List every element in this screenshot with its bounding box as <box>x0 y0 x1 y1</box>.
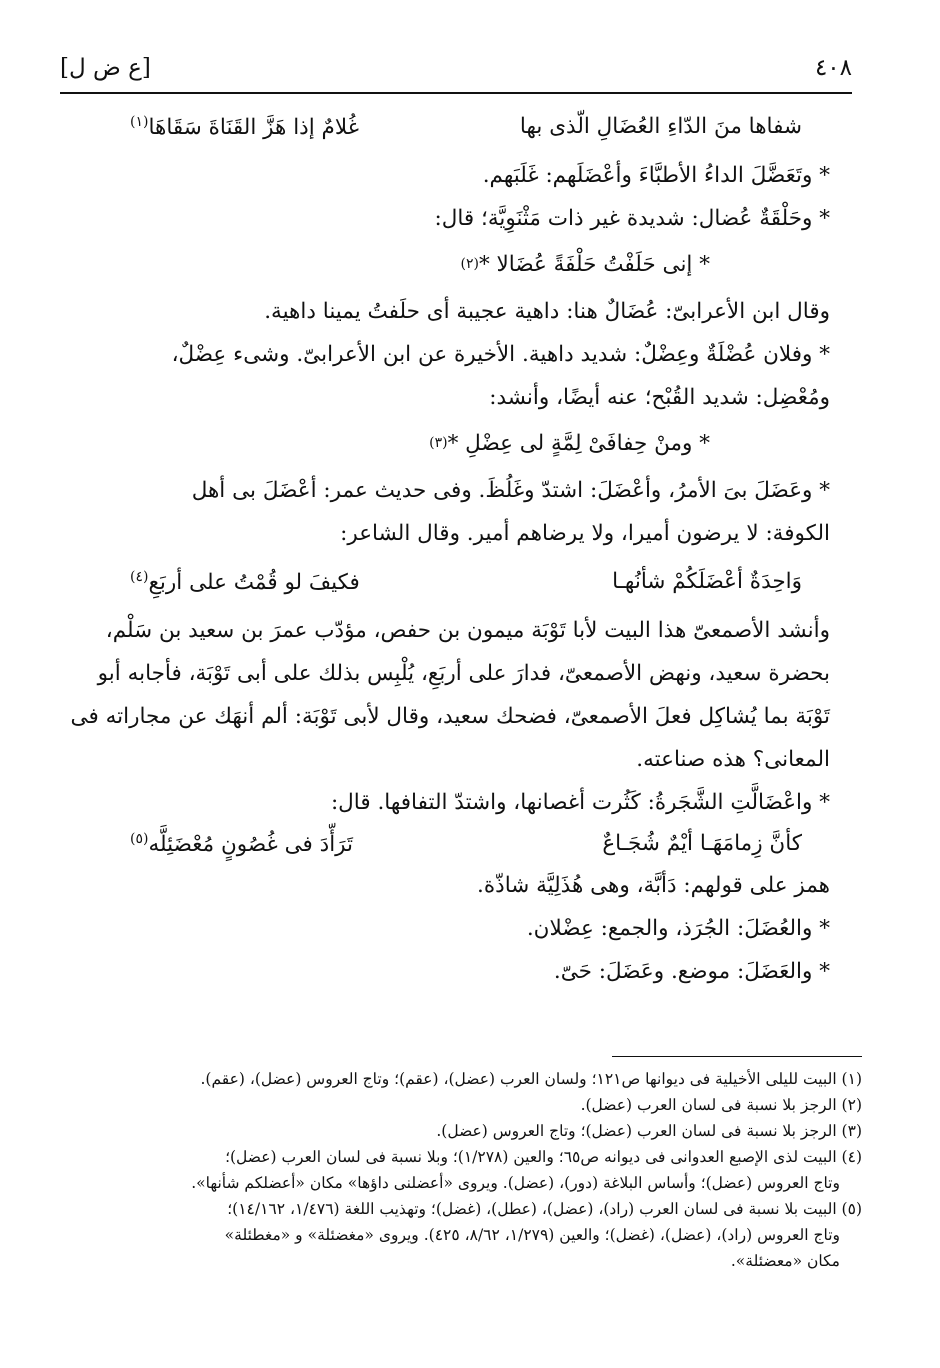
paragraph-7: * واعْضَالَّتِ الشَّجَرةُ: كَثُرت أغصانها، واشتدّ التفافها. قال: <box>330 789 830 815</box>
footnote-ref-1[interactable]: (١) <box>130 113 149 130</box>
footnote-2: (٢) الرجز بلا نسبة فى لسان العرب (عضل). <box>580 1096 862 1114</box>
footnote-5-line-3: مكان «معضئلة». <box>730 1252 840 1270</box>
header-rule <box>60 92 852 94</box>
verse-5-hemistich-1: كأنَّ زِمامَهَـا أيْمٌ شُجَـاعٌ <box>602 831 802 857</box>
footnotes <box>70 1066 862 1274</box>
paragraph-1: * وتَعَضَّلَ الداءُ الأطبَّاءَ وأعْضَلَهم: غَلَبَهم. <box>482 162 830 188</box>
paragraph-10: * والعَضَلَ: موضع. وعَضَلَ: حَىّ. <box>553 958 830 984</box>
verse-4-hemistich-2: فكيفَ لو قُمْتُ على أربَعِ$^{(٤)}$ <box>130 568 360 595</box>
footnote-3: (٣) الرجز بلا نسبة فى لسان العرب (عضل)؛ وتاج العروس (عضل). <box>436 1122 862 1140</box>
verse-4-hemistich-1: وَاحِدَةٌ أعْضَلَكُمْ شأنُهـا <box>612 569 802 595</box>
verse-4 <box>86 555 830 609</box>
paragraph-6-line-2: بحضرة سعيد، ونهض الأصمعىّ، فدارَ على أربَعِ، يُلْبِس بذلك على أبى تَوْبَة، فأجابه أبو <box>97 660 830 686</box>
footnote-ref-3[interactable]: (٣) <box>429 435 448 452</box>
paragraph-9: * والعُضَلَ: الجُرَذ، والجمع: عِضْلان. <box>526 915 830 941</box>
footnote-ref-4[interactable]: (٤) <box>130 568 149 585</box>
paragraph-5-line-1: * وعَضَلَ بىَ الأمرُ، وأعْضَلَ: اشتدّ وغَلُظَ. وفى حديث عمر: أعْضَلَ بى أهل <box>191 477 830 503</box>
paragraph-6-line-4: المعانى؟ هذه صناعته. <box>636 746 830 772</box>
verse-1 <box>86 100 830 154</box>
footnote-ref-2[interactable]: (٢) <box>460 256 479 273</box>
paragraph-4-line-2: ومُعْضِل: شديد القُبْح؛ عنه أيضًا، وأنشد: <box>489 384 830 410</box>
main-text <box>70 100 830 993</box>
paragraph-8: همز على قولهم: دَأبَّة، وهى هُذَلِيَّة شاذّة. <box>477 872 830 898</box>
verse-1-hemistich-2: غُلامٌ إذا هَزَّ القَنَاةَ سَقَاهَا$^{(١)}$ <box>130 113 359 140</box>
verse-2: * إنى حَلَفْتُ حَلْفَةً عُضَالا * (٢) <box>460 252 710 278</box>
verse-3: * ومنْ حِفافَىْ لِمَّةٍ لى عِضْلِ * (٣) <box>429 431 710 457</box>
verse-1-hemistich-1: شفاها منَ الدّاءِ العُضَالِ الّذى بها <box>519 114 802 140</box>
verse-5-hemistich-2: تَرَأّدَ فى غُصُونٍ مُعْضَئِلَّه$^{(٥)}$ <box>130 830 354 857</box>
page-number: ٤٠٨ <box>814 55 852 81</box>
footnote-4-line-1: (٤) البيت لذى الإصبع العدوانى فى ديوانه ص٦٥؛ والعين (١/٢٧٨)؛ وبلا نسبة فى لسان العرب (عضل)؛ <box>225 1148 862 1166</box>
footnote-1: (١) البيت لليلى الأخيلية فى ديوانها ص١٢١؛ ولسان العرب (عضل)، (عقم)؛ وتاج العروس (عضل)، (عقم). <box>200 1070 862 1088</box>
root-heading: [ع ض ل] <box>60 55 151 81</box>
paragraph-3: وقال ابن الأعرابىّ: عُضَالٌ هنا: داهية عجيبة أى حلَفتُ يمينا داهية. <box>264 298 830 324</box>
footnote-ref-5[interactable]: (٥) <box>130 830 149 847</box>
footnote-5-line-2: وتاج العروس (راد)، (عضل)، (غضل)؛ والعين (١/٢٧٩، ٨/٦٢، ٤٢٥). ويروى «مغضئلة» و «مغطئلة» <box>224 1226 840 1244</box>
page-header <box>60 48 852 88</box>
paragraph-5-line-2: الكوفة: لا يرضون أميرا، ولا يرضاهم أمير. وقال الشاعر: <box>340 520 830 546</box>
paragraph-4-line-1: * وفلان عُضْلَةٌ وعِضْلٌ: شديد داهية. الأخيرة عن ابن الأعرابىّ. وشىء عِضْلٌ، <box>171 341 830 367</box>
verse-5 <box>86 824 830 864</box>
footnote-rule <box>612 1056 862 1057</box>
footnote-4-line-2: وتاج العروس (عضل)؛ وأساس البلاغة (دور)، (عضل). ويروى «أعضلنى داؤها» مكان «أعضلكم شأنها». <box>191 1174 840 1192</box>
paragraph-6-line-3: تَوْبَة بما يُشاكِل فعلَ الأصمعىّ، فضحك سعيد، وقال لأبى تَوْبَة: ألم أنهَك عن مجاراته فى <box>70 703 830 729</box>
footnote-5-line-1: (٥) البيت بلا نسبة فى لسان العرب (راد)، (عضل)، (عطل)، (غضل)؛ وتهذيب اللغة (١/٤٧٦، ١٤/١٦٢)؛ <box>227 1200 862 1218</box>
paragraph-2: * وحَلْقَةٌ عُضال: شديدة غير ذات مَثْنَوِيَّة؛ قال: <box>434 205 830 231</box>
paragraph-6-line-1: وأنشد الأصمعىّ هذا البيت لأبا تَوْبَة ميمون بن حفص، مؤدّب عمرَ بن سعيد بن سَلْم، <box>105 617 830 643</box>
